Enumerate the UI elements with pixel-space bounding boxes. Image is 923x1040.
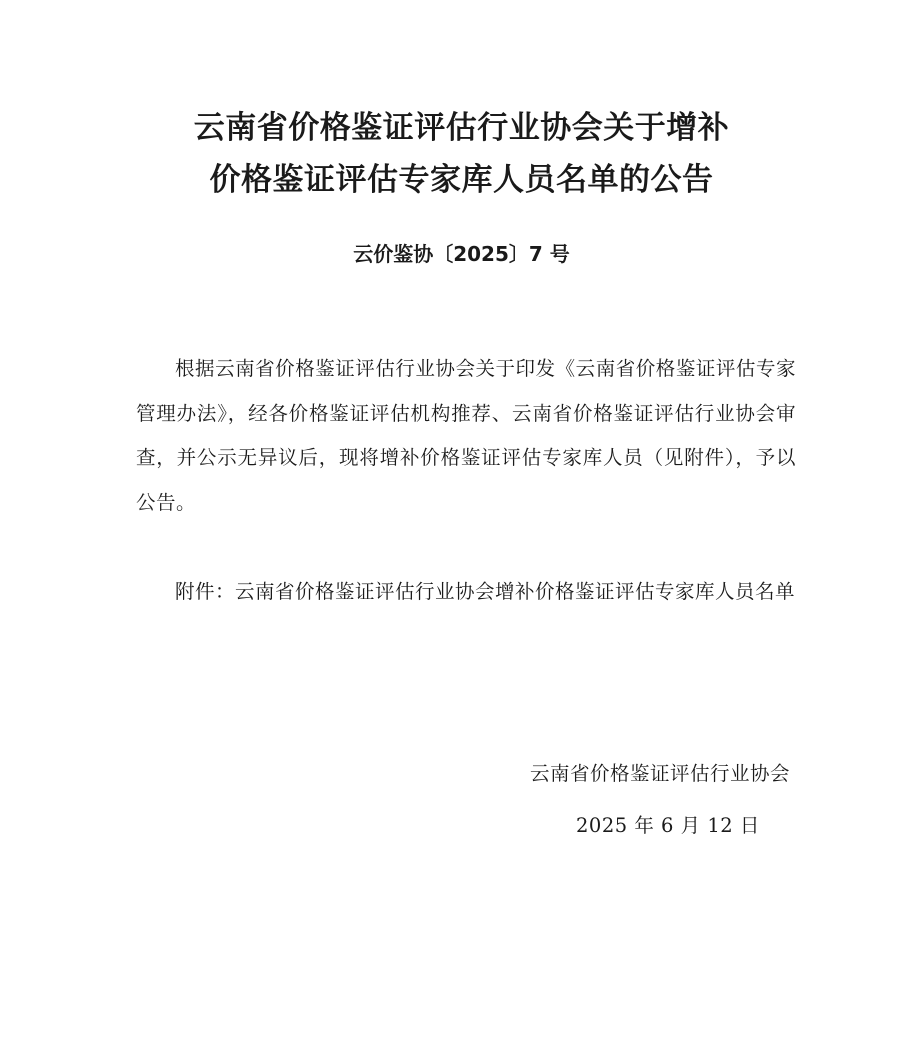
signer-organization: 云南省价格鉴证评估行业协会 bbox=[529, 762, 790, 785]
issue-date: 2025 年 6 月 12 日 bbox=[576, 814, 760, 837]
document-title-line-1: 云南省价格鉴证评估行业协会关于增补 bbox=[193, 110, 730, 146]
document-number: 云价鉴协〔2025〕7 号 bbox=[353, 242, 570, 266]
document-title-line-2: 价格鉴证评估专家库人员名单的公告 bbox=[209, 162, 714, 198]
body-paragraph-attachment: 附件：云南省价格鉴证评估行业协会增补价格鉴证评估专家库人员名单 bbox=[175, 580, 796, 603]
body-paragraph-main: 根据云南省价格鉴证评估行业协会关于印发《云南省价格鉴证评估专家管理办法》，经各价格鉴证评估机构推荐、云南省价格鉴证评估行业协会审查，并公示无异议后，现将增补价格鉴证评估专家库人员（见附件），予以公告。 bbox=[136, 357, 796, 514]
